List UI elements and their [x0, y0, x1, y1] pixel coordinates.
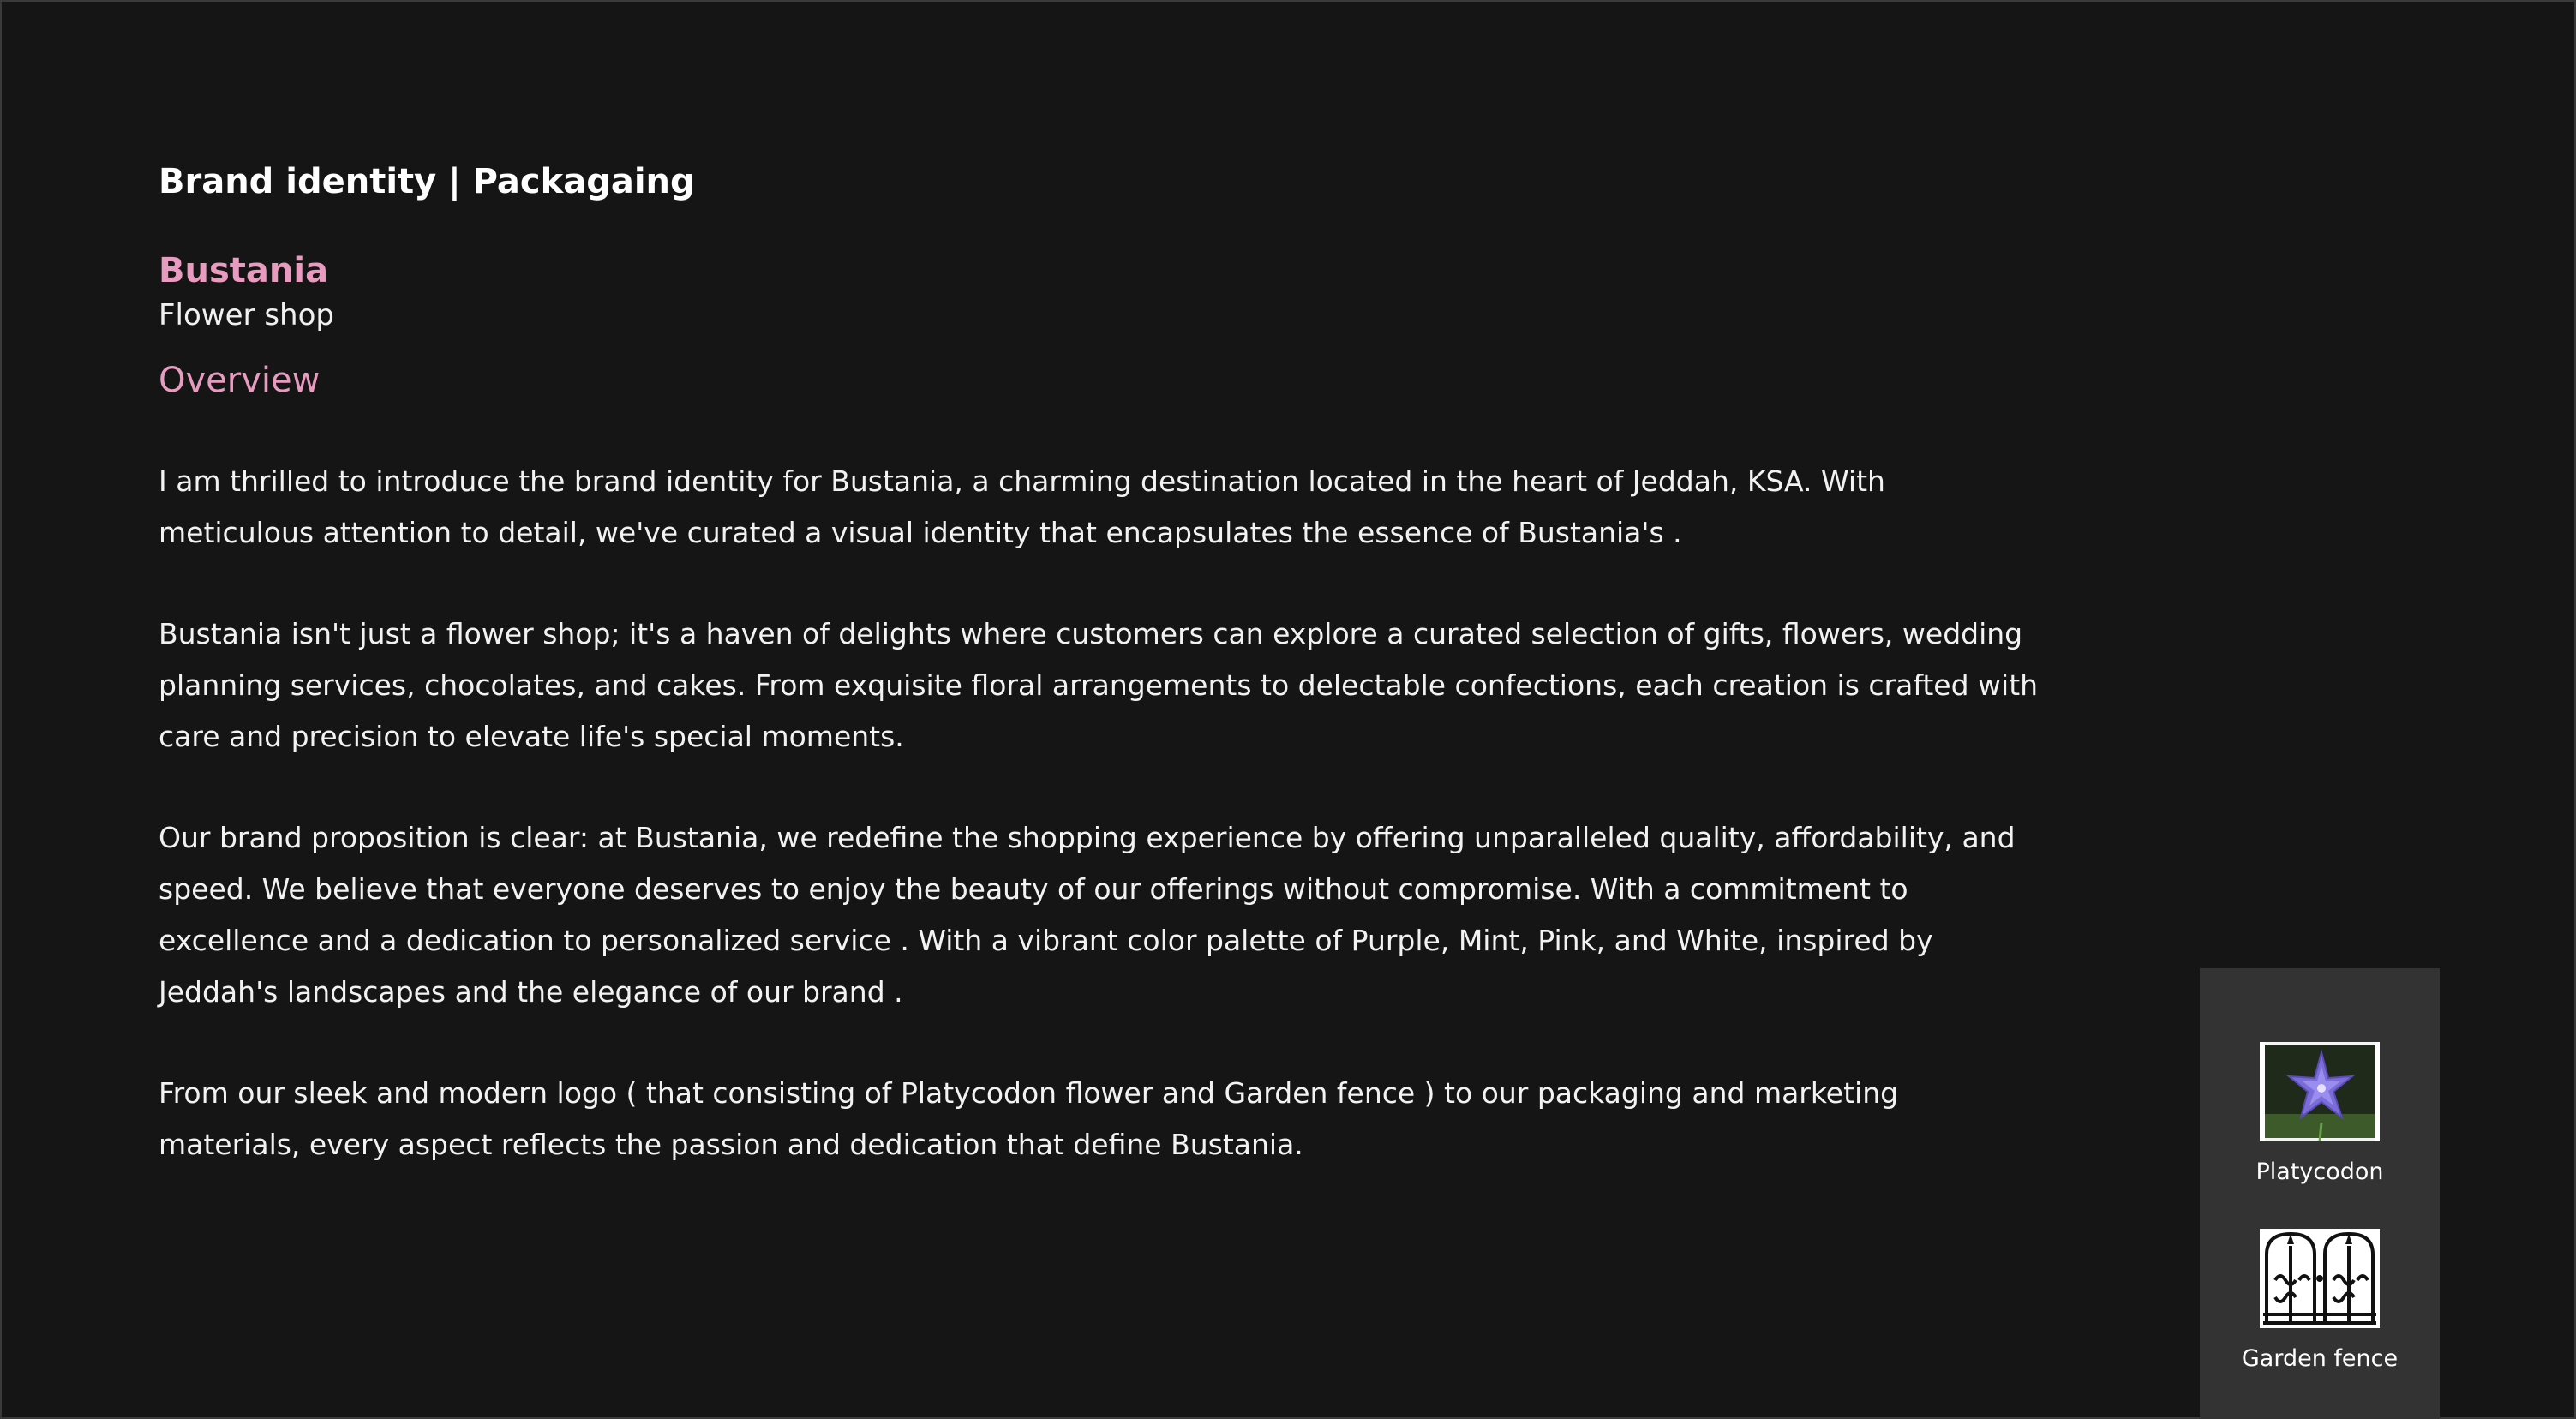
overview-paragraph-2: Bustania isn't just a flower shop; it's a haven of delights where customers can explore a curated selection of gifts, flowers, wedding planning services, chocolates, and cakes. From exquisite floral arrangements to delectable confections, each creation is crafted with care and precision to elevate life's special moments.: [159, 617, 2039, 753]
overview-paragraph-4: From our sleek and modern logo ( that consisting of Platycodon flower and Garden fence ) to our packaging and marketing materials, every aspect reflects the passion and dedication that define Bustania.: [159, 1076, 1899, 1161]
page-title: Brand identity | Packagaing: [159, 162, 695, 201]
garden-fence-label: Garden fence: [2241, 1345, 2399, 1372]
sidebar-item-platycodon[interactable]: [2200, 1042, 2440, 1188]
garden-fence-image: [2260, 1229, 2380, 1328]
overview-paragraph-1: I am thrilled to introduce the brand identity for Bustania, a charming destination located in the heart of Jeddah, KSA. With meticulous attention to detail, we've curated a visual identity that encapsulates the essence of Bustania's .: [159, 464, 1885, 549]
platycodon-flower-image: [2260, 1042, 2380, 1141]
sidebar-item-garden-fence[interactable]: [2200, 1229, 2440, 1374]
overview-paragraph-3: Our brand proposition is clear: at Bustania, we redefine the shopping experience by offering unparalleled quality, affordability, and speed. We believe that everyone deserves to enjoy the beauty of our offerings without compromise. With a commitment to excellence and a dedication to personalized service . With a vibrant color palette of Purple, Mint, Pink, and White, inspired by Jeddah's landscapes and the elegance of our brand .: [159, 821, 2016, 1009]
brand-name: Bustania: [159, 251, 329, 290]
overview-heading: Overview: [159, 361, 321, 400]
brand-subtitle: Flower shop: [159, 298, 334, 332]
logo-elements-panel: [2200, 968, 2440, 1419]
platycodon-label: Platycodon: [2255, 1159, 2384, 1185]
project-description: [159, 156, 2044, 1220]
overview-body: [159, 456, 2044, 1171]
